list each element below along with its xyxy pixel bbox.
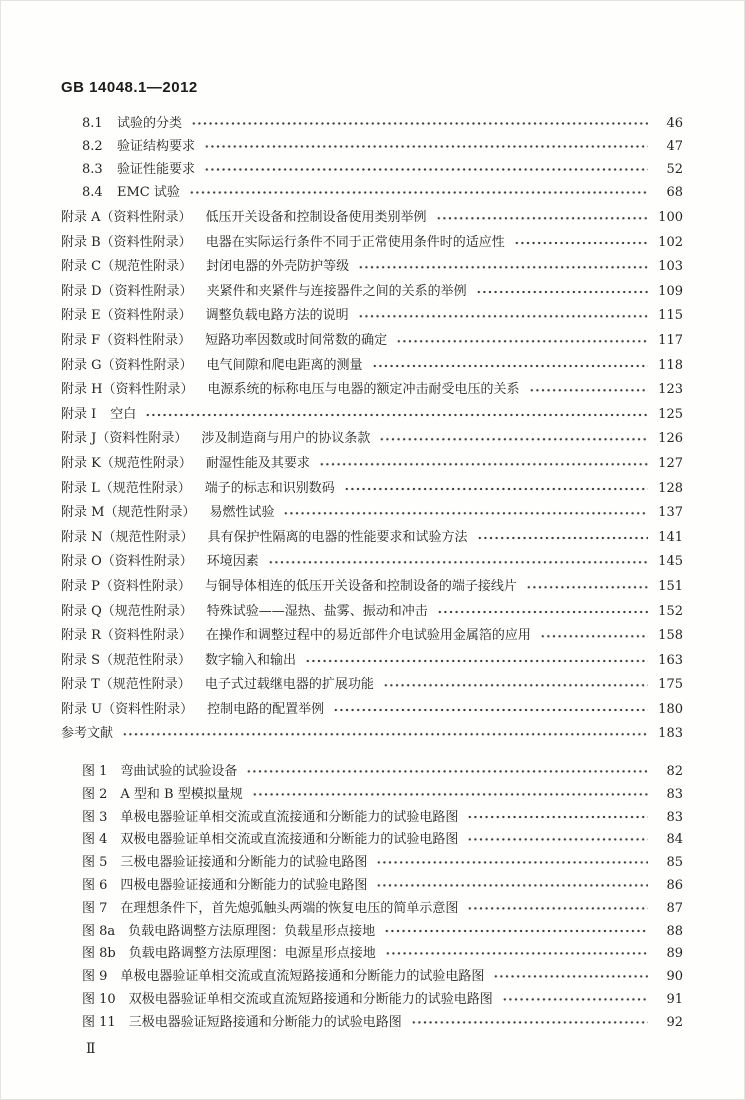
entry-label: 附录 H（资料性附录） xyxy=(61,382,194,398)
toc-figure-entry xyxy=(61,783,683,806)
entry-title: 负载电路调整方法原理图：负载星形点接地 xyxy=(128,923,376,939)
dot-leader xyxy=(379,427,648,452)
toc-figure-entry xyxy=(61,1011,683,1034)
page-ref: 85 xyxy=(666,855,683,871)
toc-figure-entry xyxy=(61,828,683,851)
dot-leader xyxy=(376,874,648,897)
dot-leader xyxy=(191,112,648,135)
entry-label: 附录 N（规范性附录） xyxy=(61,529,194,545)
entry-label: 附录 F（资料性附录） xyxy=(61,332,192,348)
dot-leader xyxy=(526,575,648,600)
page-ref: 158 xyxy=(658,628,683,644)
entry-label: 图 9 xyxy=(82,969,108,985)
dot-leader xyxy=(204,135,648,158)
toc-figure-entry xyxy=(61,806,683,829)
page-ref: 46 xyxy=(666,116,683,131)
entry-label: 附录 J（资料性附录） xyxy=(61,431,188,447)
dot-leader xyxy=(540,624,648,649)
page-ref: 68 xyxy=(666,185,683,200)
entry-label: 图 2 xyxy=(82,786,108,802)
page-ref: 128 xyxy=(658,480,683,496)
toc-appendix-entry xyxy=(61,354,683,379)
dot-leader xyxy=(476,280,648,305)
toc-section-list xyxy=(61,112,683,204)
page-ref: 102 xyxy=(658,234,683,250)
page-ref: 183 xyxy=(658,726,683,742)
entry-title: 在操作和调整过程中的易近部件介电试验用金属箔的应用 xyxy=(205,628,531,644)
toc-appendix-entry xyxy=(61,304,683,329)
entry-title: 试验的分类 xyxy=(117,116,183,131)
dot-leader xyxy=(436,206,648,231)
page-ref: 89 xyxy=(666,946,683,962)
entry-title: 环境因素 xyxy=(206,554,259,570)
dot-leader xyxy=(384,920,648,943)
entry-title: 弯曲试验的试验设备 xyxy=(120,764,238,780)
entry-label: 附录 B（资料性附录） xyxy=(61,234,192,250)
toc-appendix-entry xyxy=(61,378,683,403)
page-ref: 163 xyxy=(658,652,683,668)
toc-figure-entry xyxy=(61,920,683,943)
dot-leader xyxy=(385,942,648,965)
entry-title: 数字输入和输出 xyxy=(205,652,297,668)
toc-appendix-entry xyxy=(61,624,683,649)
entry-title: 空白 xyxy=(110,406,137,422)
toc-appendix-entry xyxy=(61,698,683,723)
entry-title: 双极电器验证单相交流或直流接通和分断能力的试验电路图 xyxy=(120,832,459,848)
entry-label: 8.4 xyxy=(82,185,103,200)
entry-title: 电源系统的标称电压与电器的额定冲击耐受电压的关系 xyxy=(207,382,520,398)
dot-leader xyxy=(252,783,648,806)
entry-label: 图 8b xyxy=(82,946,116,962)
toc-appendix-entry xyxy=(61,477,683,502)
toc-appendix-entry xyxy=(61,575,683,600)
toc-figure-entry xyxy=(61,874,683,897)
entry-title: 单极电器验证单相交流或直流短路接通和分断能力的试验电路图 xyxy=(120,969,485,985)
page-ref: 127 xyxy=(658,455,683,471)
dot-leader xyxy=(383,673,648,698)
dot-leader xyxy=(283,501,648,526)
page-ref: 47 xyxy=(666,139,683,154)
dot-leader xyxy=(477,526,648,551)
dot-leader xyxy=(437,600,648,625)
entry-title: 三极电器验证短路接通和分断能力的试验电路图 xyxy=(128,1014,402,1030)
toc-figure-entry xyxy=(61,942,683,965)
entry-label: 图 10 xyxy=(82,992,116,1008)
page-ref: 125 xyxy=(658,406,683,422)
dot-leader xyxy=(372,354,648,379)
entry-title: 双极电器验证单相交流或直流短路接通和分断能力的试验电路图 xyxy=(128,992,493,1008)
toc-figure-entry xyxy=(61,988,683,1011)
page-ref: 180 xyxy=(658,701,683,717)
entry-label: 8.2 xyxy=(82,139,103,154)
entry-title: 验证性能要求 xyxy=(117,162,196,177)
page-ref: 83 xyxy=(666,809,683,825)
page-ref: 117 xyxy=(658,332,683,348)
page-ref: 92 xyxy=(666,1014,683,1030)
entry-label: 参考文献 xyxy=(61,726,114,742)
toc-figure-entry xyxy=(61,965,683,988)
dot-leader xyxy=(268,550,648,575)
entry-label: 图 1 xyxy=(82,764,108,780)
dot-leader xyxy=(467,897,648,920)
page-ref: 83 xyxy=(666,786,683,802)
toc-section-entry xyxy=(61,135,683,158)
entry-label: 图 8a xyxy=(82,923,116,939)
entry-label: 附录 I xyxy=(61,406,97,422)
entry-label: 图 7 xyxy=(82,900,108,916)
entry-title: 电子式过载继电器的扩展功能 xyxy=(204,677,374,693)
page-number-footer: Ⅱ xyxy=(86,1040,96,1057)
toc-appendix-entry xyxy=(61,600,683,625)
page-ref: 137 xyxy=(658,505,683,521)
dot-leader xyxy=(493,965,648,988)
entry-label: 附录 U（资料性附录） xyxy=(61,701,194,717)
page-ref: 145 xyxy=(658,554,683,570)
page-ref: 52 xyxy=(666,162,683,177)
entry-title: 易燃性试验 xyxy=(209,505,275,521)
entry-title: 与铜导体相连的低压开关设备和控制设备的端子接线片 xyxy=(204,578,517,594)
entry-title: 耐湿性能及其要求 xyxy=(205,455,310,471)
entry-label: 附录 Q（规范性附录） xyxy=(61,603,193,619)
dot-leader xyxy=(514,231,648,256)
entry-title: 四极电器验证接通和分断能力的试验电路图 xyxy=(120,878,368,894)
page-ref: 91 xyxy=(666,992,683,1008)
entry-label: 图 4 xyxy=(82,832,108,848)
page-ref: 100 xyxy=(658,210,683,225)
dot-leader xyxy=(529,378,649,403)
entry-label: 附录 O（资料性附录） xyxy=(61,554,193,570)
toc-section-entry xyxy=(61,181,683,204)
toc-content xyxy=(61,79,683,1057)
entry-title: 封闭电器的外壳防护等级 xyxy=(206,259,350,275)
entry-label: 附录 G（资料性附录） xyxy=(61,357,193,373)
dot-leader xyxy=(376,851,648,874)
page-ref: 152 xyxy=(658,603,683,619)
entry-title: 端子的标志和识别数码 xyxy=(204,480,335,496)
entry-title: 控制电路的配置举例 xyxy=(207,701,325,717)
page-ref: 88 xyxy=(666,923,683,939)
toc-appendix-entry xyxy=(61,649,683,674)
entry-title: 具有保护性隔离的电器的性能要求和试验方法 xyxy=(207,529,468,545)
toc-appendix-entry xyxy=(61,280,683,305)
entry-title: 单极电器验证单相交流或直流接通和分断能力的试验电路图 xyxy=(120,809,459,825)
entry-label: 附录 M（规范性附录） xyxy=(61,505,196,521)
toc-figure-entry xyxy=(61,897,683,920)
toc-appendix-entry xyxy=(61,452,683,477)
page-ref: 151 xyxy=(658,578,683,594)
dot-leader xyxy=(246,760,648,783)
page-ref: 118 xyxy=(658,357,683,373)
entry-label: 附录 C（规范性附录） xyxy=(61,259,193,275)
toc-appendix-entry xyxy=(61,550,683,575)
entry-title: 低压开关设备和控制设备使用类别举例 xyxy=(205,210,427,225)
toc-appendix-entry xyxy=(61,722,683,747)
toc-section-entry xyxy=(61,158,683,181)
toc-appendix-entry xyxy=(61,526,683,551)
page-ref: 84 xyxy=(666,832,683,848)
toc-figure-entry xyxy=(61,760,683,783)
dot-leader xyxy=(122,722,648,747)
standard-number: GB 14048.1—2012 xyxy=(61,79,198,96)
dot-leader xyxy=(333,698,648,723)
dot-leader xyxy=(204,158,648,181)
entry-label: 图 6 xyxy=(82,878,108,894)
entry-label: 附录 A（资料性附录） xyxy=(61,210,192,225)
entry-title: 负载电路调整方法原理图：电源星形点接地 xyxy=(128,946,376,962)
page-ref: 109 xyxy=(658,283,683,299)
entry-label: 附录 R（资料性附录） xyxy=(61,628,192,644)
dot-leader xyxy=(145,403,648,428)
page-ref: 103 xyxy=(658,259,683,275)
entry-label: 8.3 xyxy=(82,162,103,177)
entry-label: 图 3 xyxy=(82,809,108,825)
toc-appendix-entry xyxy=(61,231,683,256)
entry-label: 附录 K（规范性附录） xyxy=(61,455,192,471)
entry-label: 附录 E（资料性附录） xyxy=(61,308,192,324)
entry-title: 涉及制造商与用户的协议条款 xyxy=(201,431,371,447)
entry-title: 短路功率因数或时间常数的确定 xyxy=(205,332,388,348)
toc-appendix-entry xyxy=(61,427,683,452)
page-ref: 87 xyxy=(666,900,683,916)
toc-appendix-entry xyxy=(61,403,683,428)
entry-label: 附录 D（资料性附录） xyxy=(61,283,193,299)
page-ref: 86 xyxy=(666,878,683,894)
dot-leader xyxy=(396,329,648,354)
entry-title: 夹紧件和夹紧件与连接器件之间的关系的举例 xyxy=(206,283,467,299)
entry-title: A 型和 B 型模拟量规 xyxy=(120,786,243,802)
entry-label: 附录 L（规范性附录） xyxy=(61,480,191,496)
toc-appendix-entry xyxy=(61,501,683,526)
entry-label: 图 5 xyxy=(82,855,108,871)
dot-leader xyxy=(358,304,648,329)
dot-leader xyxy=(319,452,648,477)
page-ref: 90 xyxy=(666,969,683,985)
dot-leader xyxy=(467,828,648,851)
toc-appendix-entry xyxy=(61,673,683,698)
toc-appendix-entry xyxy=(61,255,683,280)
entry-label: 8.1 xyxy=(82,116,103,131)
entry-label: 附录 S（规范性附录） xyxy=(61,652,192,668)
entry-title: 电器在实际运行条件不同于正常使用条件时的适应性 xyxy=(205,234,505,250)
toc-appendix-entry xyxy=(61,329,683,354)
entry-label: 附录 P（资料性附录） xyxy=(61,578,191,594)
toc-section-entry xyxy=(61,112,683,135)
entry-title: 在理想条件下，首先熄弧触头两端的恢复电压的简单示意图 xyxy=(120,900,459,916)
page-ref: 115 xyxy=(658,308,683,324)
toc-figure-entry xyxy=(61,851,683,874)
dot-leader xyxy=(411,1011,648,1034)
entry-label: 附录 T（规范性附录） xyxy=(61,677,191,693)
page-ref: 141 xyxy=(658,529,683,545)
toc-appendix-list xyxy=(61,206,683,747)
dot-leader xyxy=(305,649,648,674)
dot-leader xyxy=(344,477,648,502)
dot-leader xyxy=(502,988,648,1011)
toc-appendix-entry xyxy=(61,206,683,231)
entry-title: 三极电器验证接通和分断能力的试验电路图 xyxy=(120,855,368,871)
page-ref: 126 xyxy=(658,431,683,447)
entry-label: 图 11 xyxy=(82,1014,116,1030)
entry-title: 电气间隙和爬电距离的测量 xyxy=(206,357,363,373)
dot-leader xyxy=(467,806,648,829)
entry-title: EMC 试验 xyxy=(117,185,180,200)
page-ref: 82 xyxy=(666,764,683,780)
page-ref: 175 xyxy=(658,677,683,693)
entry-title: 调整负载电路方法的说明 xyxy=(205,308,349,324)
page-ref: 123 xyxy=(658,382,683,398)
toc-figure-list xyxy=(61,760,683,1034)
entry-title: 验证结构要求 xyxy=(117,139,196,154)
dot-leader xyxy=(358,255,648,280)
dot-leader xyxy=(189,181,648,204)
entry-title: 特殊试验——湿热、盐雾、振动和冲击 xyxy=(206,603,428,619)
